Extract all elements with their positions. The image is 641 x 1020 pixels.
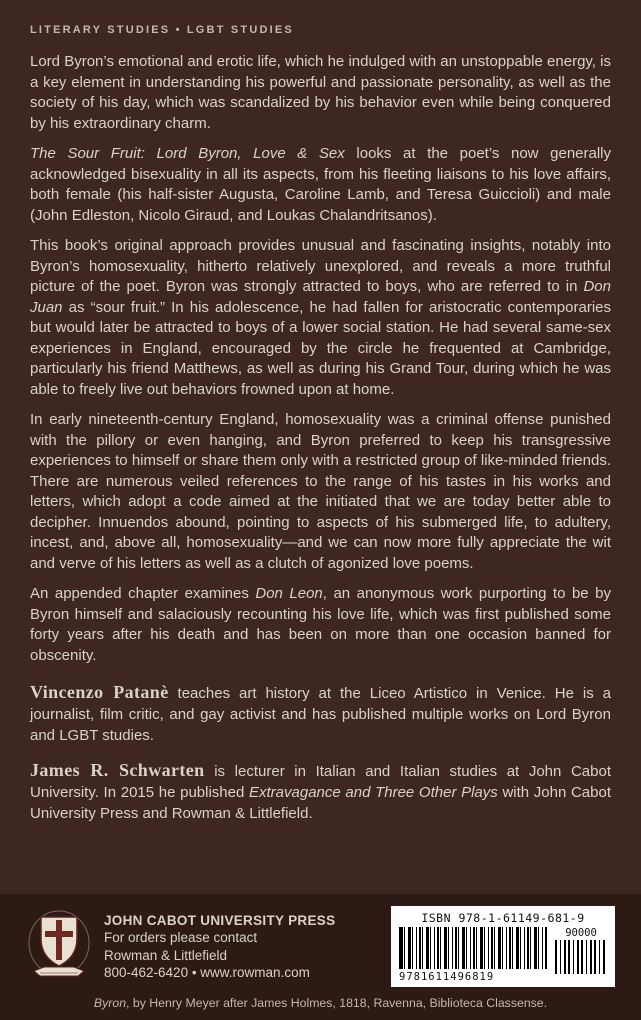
synopsis-paragraph-4: In early nineteenth-century England, homosexuality was a criminal offense punished with the pillory or even hanging, and Byron preferred to keep his transgressive experiences to himself or share them only with a restricted group of like-minded friends. There are numerous veiled references to the range of his tastes in his works and letters, which adopt a code aimed at the initiated that we are today better able to decipher. Innuendos abound, pointing to aspects of his submerged life, to adultery, incest, and, above all, homosexuality—and we can now more fully appreciate the wit and verve of his letters as well as a clutch of agonized love poems. [30,411,611,572]
publisher-footer-row [26,906,615,987]
publisher-footer [0,894,641,1020]
synopsis-paragraph-1: Lord Byron’s emotional and erotic life, which he indulged with an unstoppable energy, is a key element in understanding his powerful and passionate personality, as well as the society of his day, which was scandalized by his behavior even while being conquered by his extraordinary charm. [30,53,611,132]
isbn-label: ISBN 978-1-61149-681-9 [421,911,585,925]
author-bio-patane: Vincenzo Patanè teaches art history at the Liceo Artistico in Venice. He is a journalist, film critic, and gay activist and has published multiple works on Lord Byron and LGBT studies. [30,682,612,744]
barcode-addon-column [555,927,607,974]
synopsis-paragraph-2: The Sour Fruit: Lord Byron, Love & Sex looks at the poet’s now generally acknowledged bisexuality in all its aspects, from his fleeting liaisons to his love affairs, both female (his half-sister Augusta, Caroline Lamb, and Teresa Guiccioli) and male (John Edleston, Nicolo Giraud, and Loukas Chalandritsanos). [30,145,612,224]
publisher-contact-line: For orders please contact [104,930,258,945]
publisher-phone-web-line: 800-462-6420 • www.rowman.com [104,965,310,980]
image-credit: Byron, by Henry Meyer after James Holmes, 1818, Ravenna, Biblioteca Classense. [93,996,548,1010]
university-crest-logo-icon [26,909,92,985]
publisher-name: JOHN CABOT UNIVERSITY PRESS [104,912,336,928]
author-bio-schwarten: James R. Schwarten is lecturer in Italian and Italian studies at John Cabot University. In 2015 he published Extravagance and Three Other Plays with John Cabot University Press and Rowman & Littlefield. [30,760,611,822]
publisher-info [104,912,335,982]
category-label: LITERARY STUDIES • LGBT STUDIES [30,24,294,36]
price-code: 90000 [565,927,597,939]
barcode-main-column [399,927,547,983]
publisher-distributor-line: Rowman & Littlefield [104,947,228,963]
synopsis [30,52,611,666]
ean-number: 9781611496819 [399,971,495,983]
isbn-barcode [391,906,615,987]
barcode-addon-bars [555,940,607,974]
barcode-bars [399,927,547,969]
barcode-bars-row [399,927,607,983]
synopsis-paragraph-3: This book’s original approach provides unusual and fascinating insights, notably into Byron’s homosexuality, hitherto relatively unexplored, and reveals a more truthful picture of the poet. Byron was strongly attracted to boys, who are referred to in Don Juan as “sour fruit.” In his adolescence, he had fallen for aristocratic contemporaries but would later be attracted to boys of a lower social station. He had several same-sex experiences in England, encouraged by the circle he frequented at Cambridge, particularly his friend Matthews, as well as during his Grand Tour, during which he was able to freely live out behaviors frowned upon at home. [30,237,611,398]
author-bios [30,682,611,824]
synopsis-paragraph-5: An appended chapter examines Don Leon, an anonymous work purporting to be by Byron himself and salaciously recounting his love life, which was first published some forty years after his death and has been on more than one occasion banned for obscenity. [30,585,611,664]
publisher-block [26,909,335,985]
